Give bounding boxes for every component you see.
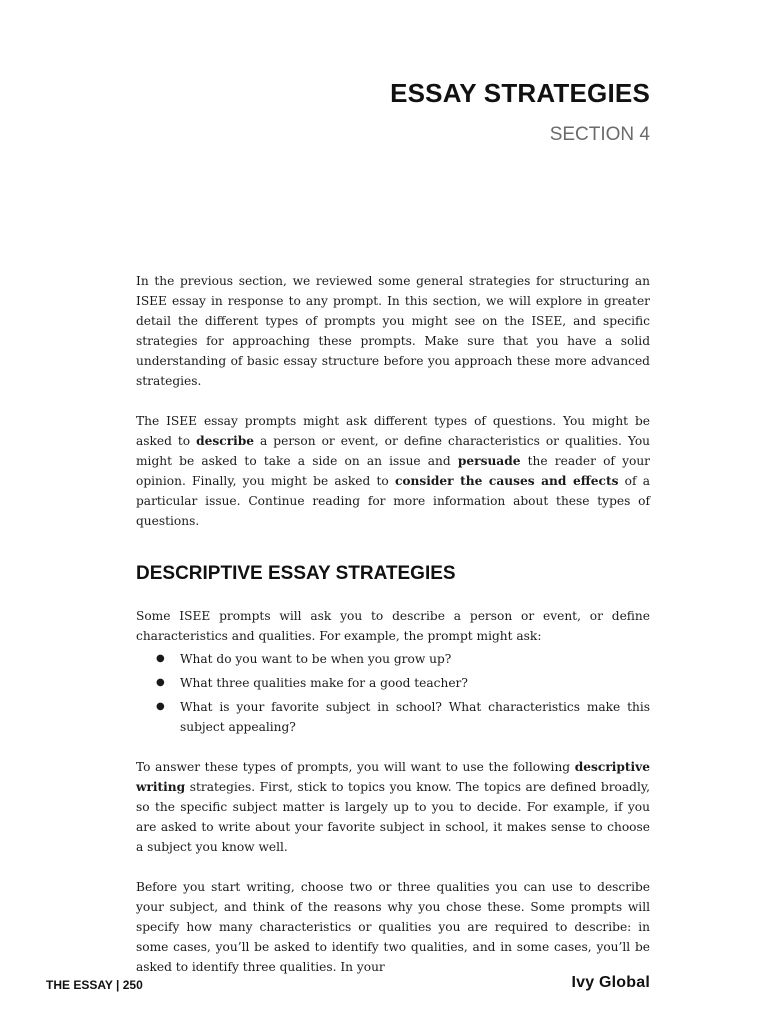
section-heading-descriptive: DESCRIPTIVE ESSAY STRATEGIES (136, 563, 456, 584)
list-item (136, 673, 650, 693)
text-run: the reader of your opinion. Finally, you might be asked to (136, 454, 650, 488)
text-run: of a particular issue. Continue reading for more information about these types of questions. (136, 474, 650, 528)
list-item (136, 697, 650, 737)
page-title: ESSAY STRATEGIES (390, 78, 650, 108)
keyword-describe: describe (196, 434, 255, 448)
list-item-text: What is your favorite subject in school? What characteristics make this subject appealing? (180, 700, 650, 734)
body-text (136, 271, 650, 977)
list-item-text: What do you want to be when you grow up? (180, 652, 452, 666)
descriptive-paragraph-1: Some ISEE prompts will ask you to describe a person or event, or define characteristics and qualities. For example, the prompt might ask: (136, 609, 650, 643)
list-item-text: What three qualities make for a good teacher? (180, 676, 468, 690)
bullet-icon: ● (156, 677, 165, 688)
keyword-persuade: persuade (457, 454, 521, 468)
intro-paragraph-1: In the previous section, we reviewed some general strategies for structuring an ISEE essay in response to any prompt. In this section, we will explore in greater detail the different types of prompts you might see on the ISEE, and specific strategies for approaching these prompts. Make sure that you have a solid understanding of basic essay structure before you approach these more advanced strategies. (136, 274, 650, 388)
example-prompts-list (136, 649, 650, 737)
bullet-icon: ● (156, 701, 165, 712)
text-run: strategies. First, stick to topics you know. The topics are defined broadly, so the specific subject matter is largely up to you to decide. For example, if you are asked to write about your favorite subject in school, it makes sense to choose a subject you know well. (136, 780, 650, 854)
list-item (136, 649, 650, 669)
keyword-causes-effects: consider the causes and effects (394, 474, 619, 488)
publisher-logo: Ivy Global (571, 974, 650, 991)
descriptive-paragraph-2 (136, 757, 650, 857)
intro-paragraph-2 (136, 411, 650, 531)
section-label: SECTION 4 (549, 124, 650, 145)
footer-page-label: THE ESSAY | 250 (46, 978, 143, 992)
bullet-icon: ● (156, 653, 165, 664)
keyword-descriptive-writing: descriptive writing (136, 760, 650, 794)
text-run: The ISEE essay prompts might ask different types of questions. You might be asked to (136, 414, 650, 448)
text-run: a person or event, or define characteristics or qualities. You might be asked to take a side on an issue and (136, 434, 651, 468)
descriptive-paragraph-3: Before you start writing, choose two or three qualities you can use to describe your subject, and think of the reasons why you chose these. Some prompts will specify how many characteristics or qualities you are required to describe: in some cases, you’ll be asked to identify two qualities, and in some cases, you’ll be asked to identify three qualities. In your (136, 880, 650, 974)
text-run: To answer these types of prompts, you will want to use the following (136, 760, 575, 774)
